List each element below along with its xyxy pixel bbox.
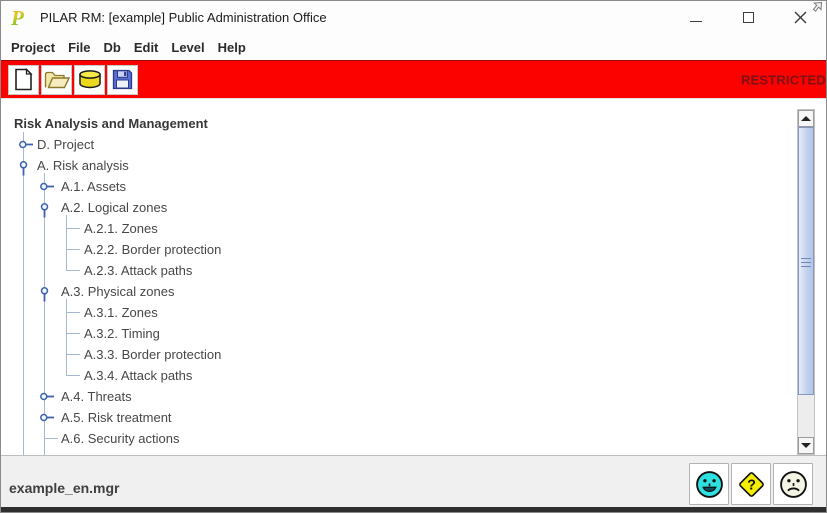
database-cylinder-icon <box>78 69 102 90</box>
happy-face-icon <box>695 470 724 499</box>
classification-label: RESTRICTED <box>740 72 826 87</box>
tree-connector <box>66 249 80 250</box>
tree-connector <box>66 228 80 229</box>
tree-item-a-3-1-zones[interactable] <box>1 302 781 323</box>
open-file-button[interactable] <box>41 65 72 95</box>
toolbar <box>1 60 826 98</box>
tree-item-label[interactable]: A.5. Risk treatment <box>61 410 172 425</box>
tree-item-a-2-1-zones[interactable] <box>1 218 781 239</box>
tree-item-label[interactable]: A.3.1. Zones <box>84 305 158 320</box>
current-file-label: example_en.mgr <box>9 480 120 496</box>
svg-text:?: ? <box>746 477 756 494</box>
tree-connector <box>66 375 80 376</box>
tree-item-label[interactable]: A.3.2. Timing <box>84 326 160 341</box>
arrow-up-icon <box>801 116 811 121</box>
tree-panel <box>1 98 826 455</box>
save-button[interactable] <box>107 65 138 95</box>
expand-handle-icon[interactable] <box>39 181 55 192</box>
collapse-handle-icon[interactable] <box>39 202 50 218</box>
tree-item-a-3-physical-zones[interactable] <box>1 281 781 302</box>
scrollbar-grip-icon <box>801 258 811 267</box>
mouse-cursor-icon <box>808 1 823 21</box>
tree-item-a-3-3-border-protection[interactable] <box>1 344 781 365</box>
tree-item-label[interactable]: A.2. Logical zones <box>61 200 168 215</box>
database-button[interactable] <box>74 65 105 95</box>
floppy-disk-icon <box>112 69 133 90</box>
tree-item-label[interactable]: A.3.4. Attack paths <box>84 368 193 383</box>
tree-connector <box>66 333 80 334</box>
menu-help[interactable]: Help <box>217 39 246 55</box>
expand-handle-icon[interactable] <box>18 139 34 150</box>
tree-connector <box>66 270 80 271</box>
new-file-button[interactable] <box>8 65 39 95</box>
tree-item-a-3-4-attack-paths[interactable] <box>1 365 781 386</box>
status-bar <box>1 455 826 509</box>
tree-item-a-1-assets[interactable] <box>1 176 781 197</box>
new-document-icon <box>14 68 33 91</box>
tree-item-label[interactable]: A.3. Physical zones <box>61 284 175 299</box>
tree-item-label[interactable]: A.2.2. Border protection <box>84 242 222 257</box>
scroll-down-button[interactable] <box>798 437 814 454</box>
question-diamond-icon <box>736 469 767 500</box>
tree <box>1 99 826 455</box>
collapse-handle-icon[interactable] <box>18 160 29 176</box>
expand-handle-icon[interactable] <box>39 391 55 402</box>
menu-level[interactable]: Level <box>171 39 205 55</box>
tree-item-a-4-threats[interactable] <box>1 386 781 407</box>
window-title: PILAR RM: [example] Public Administration Office <box>40 10 327 25</box>
app-logo-icon <box>11 7 28 29</box>
window-bottom-edge <box>1 507 826 512</box>
tree-item-label[interactable]: A.2.1. Zones <box>84 221 158 236</box>
tree-item-label[interactable]: Risk Analysis and Management <box>14 116 208 131</box>
svg-text:P: P <box>11 6 24 29</box>
tree-item-label[interactable]: A.1. Assets <box>61 179 127 194</box>
menu-project[interactable]: Project <box>11 39 56 55</box>
tree-item-risk-analysis-and-management[interactable] <box>1 113 781 134</box>
vertical-scrollbar[interactable] <box>797 109 815 455</box>
menu-edit[interactable]: Edit <box>133 39 159 55</box>
tree-item-label[interactable]: A.6. Security actions <box>61 431 180 446</box>
tree-item-a-5-risk-treatment[interactable] <box>1 407 781 428</box>
tree-item-a-6-security-actions[interactable] <box>1 428 781 449</box>
expand-handle-icon[interactable] <box>39 412 55 423</box>
tree-item-label[interactable]: D. Project <box>37 137 95 152</box>
menu-bar <box>1 34 826 60</box>
scroll-up-button[interactable] <box>798 110 814 127</box>
sad-face-icon <box>779 470 808 499</box>
scrollbar-thumb[interactable] <box>798 127 814 395</box>
tree-connector <box>66 312 80 313</box>
status-buttons <box>687 463 813 505</box>
tree-item-label[interactable]: A.4. Threats <box>61 389 132 404</box>
window-controls <box>670 1 826 34</box>
help-button[interactable] <box>731 463 771 505</box>
maximize-button[interactable] <box>722 1 774 34</box>
title-bar <box>1 1 826 34</box>
open-folder-icon <box>44 70 70 90</box>
tree-item-a-2-logical-zones[interactable] <box>1 197 781 218</box>
tree-item-a-2-2-border-protection[interactable] <box>1 239 781 260</box>
tree-item-a-3-2-timing[interactable] <box>1 323 781 344</box>
sad-face-button[interactable] <box>773 463 813 505</box>
tree-item-d-project[interactable] <box>1 134 781 155</box>
arrow-down-icon <box>801 443 811 448</box>
tree-item-label[interactable]: A. Risk analysis <box>37 158 129 173</box>
tree-item-label[interactable]: A.2.3. Attack paths <box>84 263 193 278</box>
tree-connector <box>66 354 80 355</box>
maximize-icon <box>743 12 754 23</box>
menu-db[interactable]: Db <box>103 39 121 55</box>
tree-item-a-risk-analysis[interactable] <box>1 155 781 176</box>
tree-item-label[interactable]: A.3.3. Border protection <box>84 347 222 362</box>
close-icon <box>794 11 807 24</box>
menu-file[interactable]: File <box>68 39 91 55</box>
happy-face-button[interactable] <box>689 463 729 505</box>
minimize-icon <box>690 21 702 22</box>
minimize-button[interactable] <box>670 1 722 34</box>
tree-connector <box>44 438 58 439</box>
collapse-handle-icon[interactable] <box>39 286 50 302</box>
tree-item-a-2-3-attack-paths[interactable] <box>1 260 781 281</box>
